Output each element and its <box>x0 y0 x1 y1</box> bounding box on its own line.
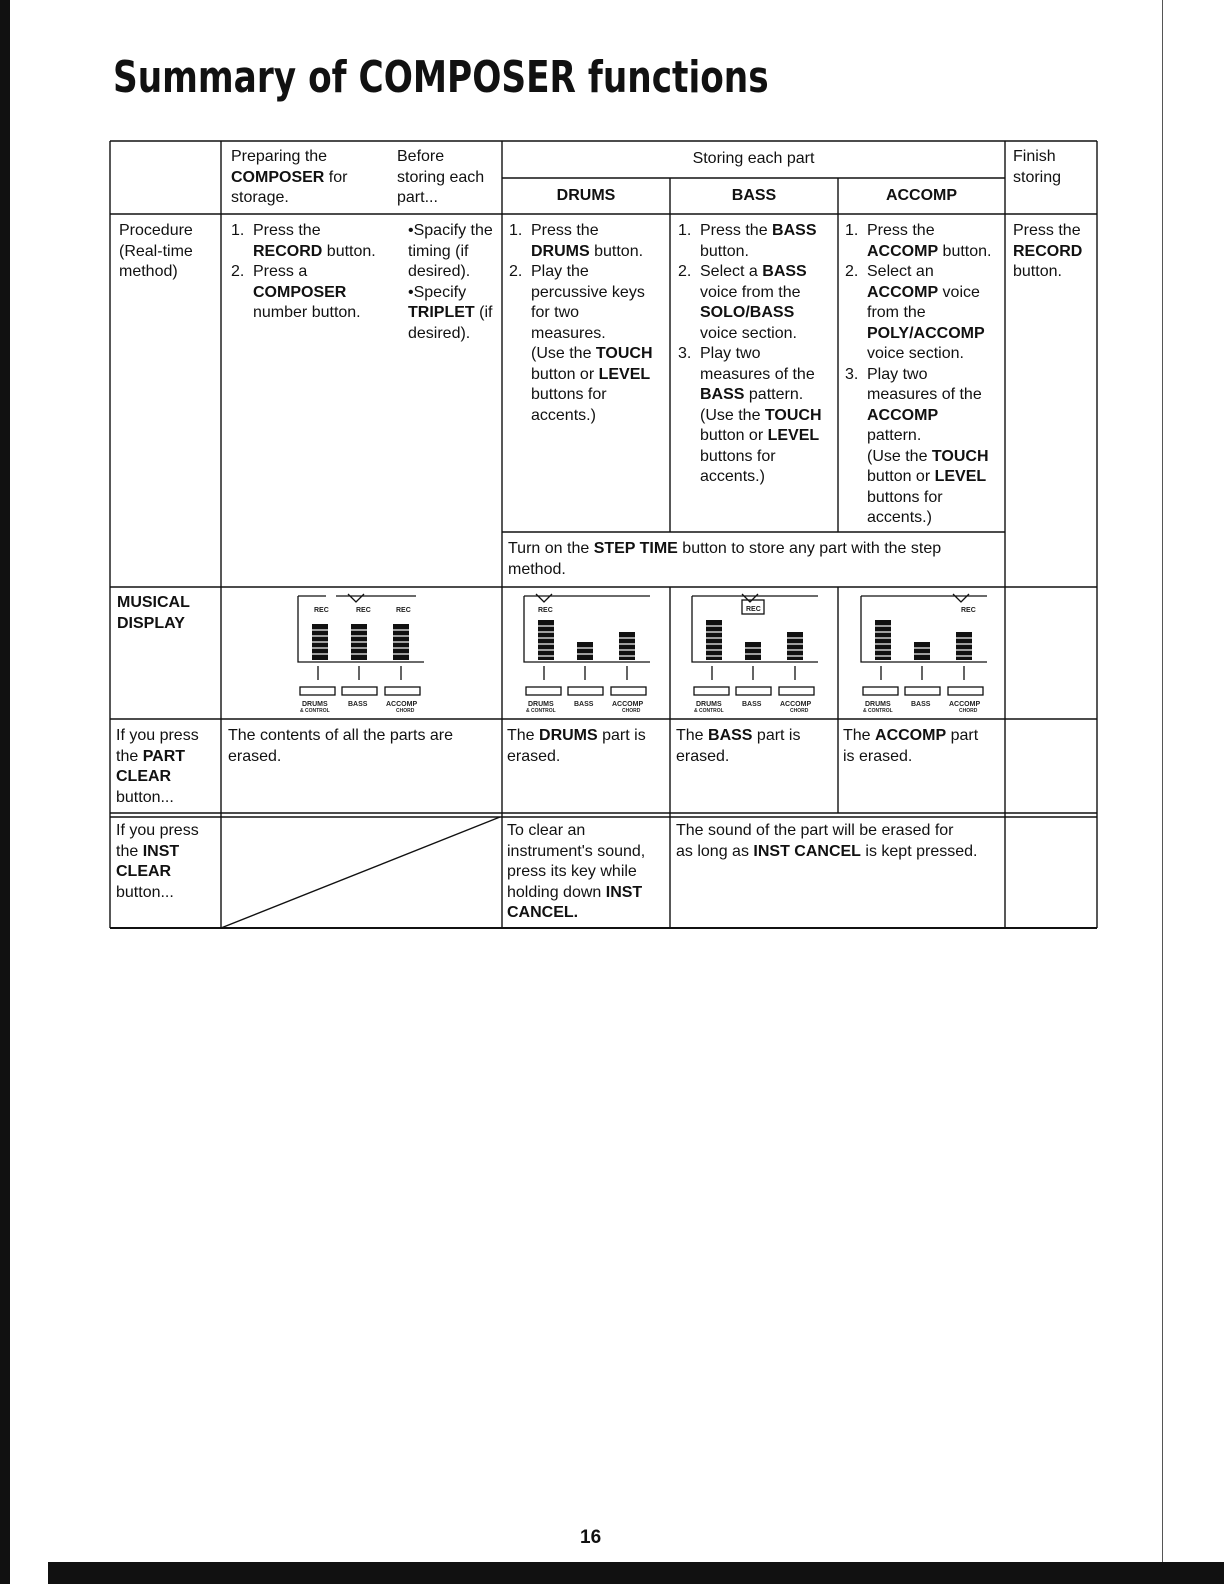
header-before: Before storing each part... <box>397 148 485 206</box>
chord-label: CHORD <box>959 708 978 714</box>
bass-button-shape <box>905 687 940 695</box>
display-all-parts <box>296 590 436 715</box>
header-storing-each-part: Storing each part <box>692 150 815 167</box>
procedure-bass: 1. Press the BASS button. 2. Select a BASS voice from the SOLO/BASS voice section. 3. Play two measures of the BASS pattern. (Use the TOUCH button or LEVEL buttons for accents.) <box>678 222 822 485</box>
display-accomp <box>859 590 999 715</box>
page-number: 16 <box>580 1527 602 1548</box>
bass-button-shape <box>736 687 771 695</box>
procedure-drums: 1. Press the DRUMS button. 2. Play the percussive keys for two measures. (Use the TOUCH button or LEVEL buttons for accents.) <box>509 222 653 424</box>
drums-label: DRUMS <box>865 701 891 708</box>
level-bar-bass <box>577 642 593 660</box>
inst-clear-other: The sound of the part will be erased for as long as INST CANCEL is kept pressed. <box>676 822 978 860</box>
drums-button-shape <box>694 687 729 695</box>
bass-button-shape <box>568 687 603 695</box>
header-drums: DRUMS <box>556 187 616 204</box>
rec-label-drums: REC <box>538 607 553 614</box>
drums-label: DRUMS <box>528 701 554 708</box>
display-bass <box>690 590 830 715</box>
inst-clear-label: If you press the INST CLEAR button... <box>116 822 199 901</box>
display-drums <box>522 590 662 715</box>
procedure-label: Procedure (Real-time method) <box>119 222 193 280</box>
accomp-label: ACCOMP <box>612 701 644 708</box>
chord-label: CHORD <box>790 708 809 714</box>
part-clear-accomp: The ACCOMP part is erased. <box>843 727 979 765</box>
level-bar-bass <box>914 642 930 660</box>
drums-label: DRUMS <box>302 701 328 708</box>
rec-label-accomp: REC <box>961 607 976 614</box>
procedure-finish: Press the RECORD button. <box>1013 222 1083 280</box>
chord-label: CHORD <box>622 708 641 714</box>
rec-label-2: REC <box>356 607 371 614</box>
step-time-note: Turn on the STEP TIME button to store any part with the step method. <box>508 540 942 578</box>
bass-label: BASS <box>348 701 368 708</box>
procedure-preparing: 1. Press the RECORD button. 2. Press a COMPOSER number button. <box>231 222 376 321</box>
bass-label: BASS <box>742 701 762 708</box>
accomp-button-shape <box>948 687 983 695</box>
accomp-label: ACCOMP <box>949 701 981 708</box>
part-clear-all: The contents of all the parts are erased. <box>228 727 454 765</box>
header-preparing: Preparing the COMPOSER for storage. <box>231 148 348 206</box>
drums-label: DRUMS <box>696 701 722 708</box>
accomp-button-shape <box>779 687 814 695</box>
header-accomp: ACCOMP <box>885 187 958 204</box>
drums-button-shape <box>863 687 898 695</box>
control-label: & CONTROL <box>526 708 556 714</box>
inst-clear-drums: To clear an instrument's sound, press its key while holding down INST CANCEL. <box>507 822 646 921</box>
header-finish: Finish storing <box>1013 148 1062 186</box>
part-clear-bass: The BASS part is erased. <box>676 727 801 765</box>
accomp-label: ACCOMP <box>386 701 418 708</box>
bass-label: BASS <box>574 701 594 708</box>
bass-button-shape <box>342 687 377 695</box>
control-label: & CONTROL <box>300 708 330 714</box>
page-title: Summary of COMPOSER functions <box>113 52 769 103</box>
header-bass: BASS <box>731 187 777 204</box>
bass-label: BASS <box>911 701 931 708</box>
part-clear-drums: The DRUMS part is erased. <box>507 727 646 765</box>
procedure-before: •Spacify the timing (if desired). •Specify TRIPLET (if desired). <box>408 222 493 342</box>
chord-label: CHORD <box>396 708 415 714</box>
musical-display-label: MUSICAL DISPLAY <box>117 594 190 632</box>
level-bar-bass <box>745 642 761 660</box>
part-clear-label: If you press the PART CLEAR button... <box>116 727 199 806</box>
procedure-accomp: 1. Press the ACCOMP button. 2. Select an ACCOMP voice from the POLY/ACCOMP voice section. 3. Play two measures of the ACCOMP pattern. (Use the TOUCH button or LEVEL buttons for accents.) <box>845 222 992 526</box>
drums-button-shape <box>300 687 335 695</box>
rec-label-bass: REC <box>746 606 761 613</box>
accomp-button-shape <box>611 687 646 695</box>
drums-button-shape <box>526 687 561 695</box>
accomp-button-shape <box>385 687 420 695</box>
rec-label-3: REC <box>396 607 411 614</box>
control-label: & CONTROL <box>863 708 893 714</box>
accomp-label: ACCOMP <box>780 701 812 708</box>
rec-label-1: REC <box>314 607 329 614</box>
control-label: & CONTROL <box>694 708 724 714</box>
